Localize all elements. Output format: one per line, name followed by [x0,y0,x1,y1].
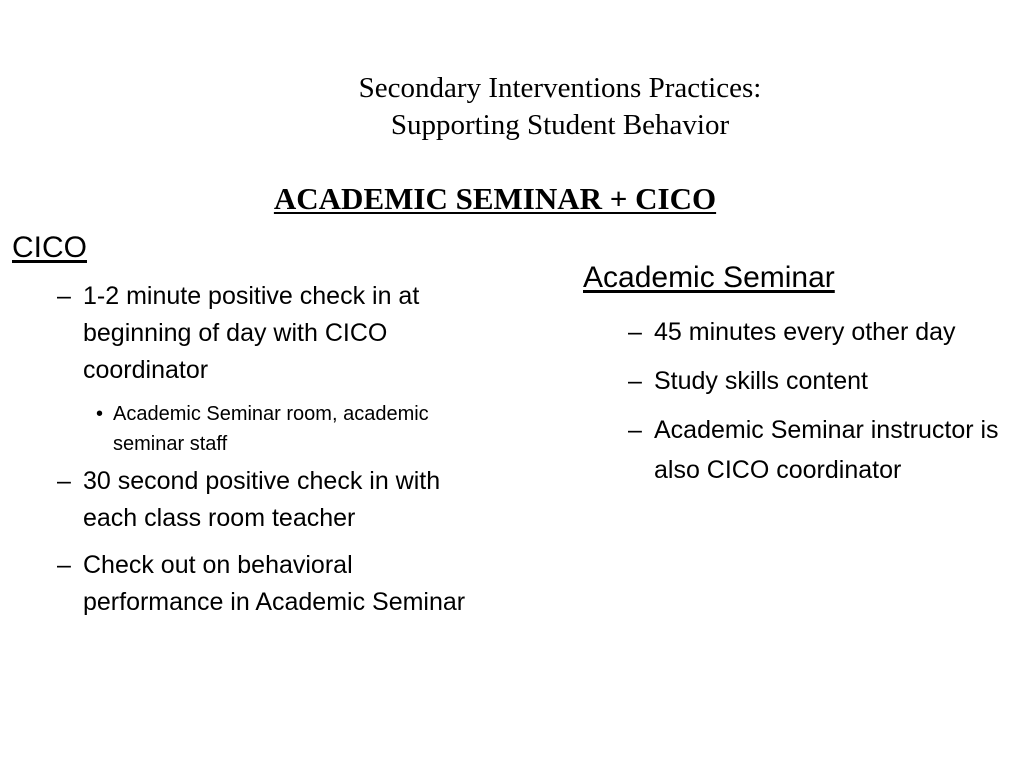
academic-seminar-heading: Academic Seminar [583,261,835,294]
seminar-item-3-text: Academic Seminar instructor is also CICO coordinator [654,416,999,484]
seminar-item-2-text: Study skills content [654,367,868,395]
seminar-item-3 [583,410,1003,490]
dash-marker: – [628,367,642,395]
cico-heading: CICO [12,231,87,264]
title-line-2: Supporting Student Behavior [390,109,730,141]
cico-item-3 [12,547,482,621]
slide-subtitle [200,180,790,218]
slide-title [260,70,860,144]
title-line-1: Secondary Interventions Practices: [358,72,762,104]
cico-item-1-text: 1-2 minute positive check in at beginning of day with CICO coordinator [83,282,420,384]
cico-item-1-subitem-text: Academic Seminar room, academic seminar staff [113,403,429,455]
academic-seminar-column [583,258,1003,499]
dash-marker: – [57,282,71,310]
seminar-item-1 [583,312,1003,352]
dash-marker: – [57,551,71,579]
cico-item-2-text: 30 second positive check in with each class room teacher [83,467,441,532]
cico-item-1-subitem [12,399,482,459]
cico-item-3-text: Check out on behavioral performance in Academic Seminar [83,551,466,616]
seminar-item-1-text: 45 minutes every other day [654,318,956,346]
subtitle-text: ACADEMIC SEMINAR + CICO [273,181,717,216]
cico-item-2 [12,463,482,537]
dash-marker: – [57,467,71,495]
dash-marker: – [628,318,642,346]
cico-item-1 [12,278,482,389]
dash-marker: – [628,416,642,444]
cico-column [12,228,482,631]
bullet-marker: • [96,403,104,425]
seminar-item-2 [583,361,1003,401]
